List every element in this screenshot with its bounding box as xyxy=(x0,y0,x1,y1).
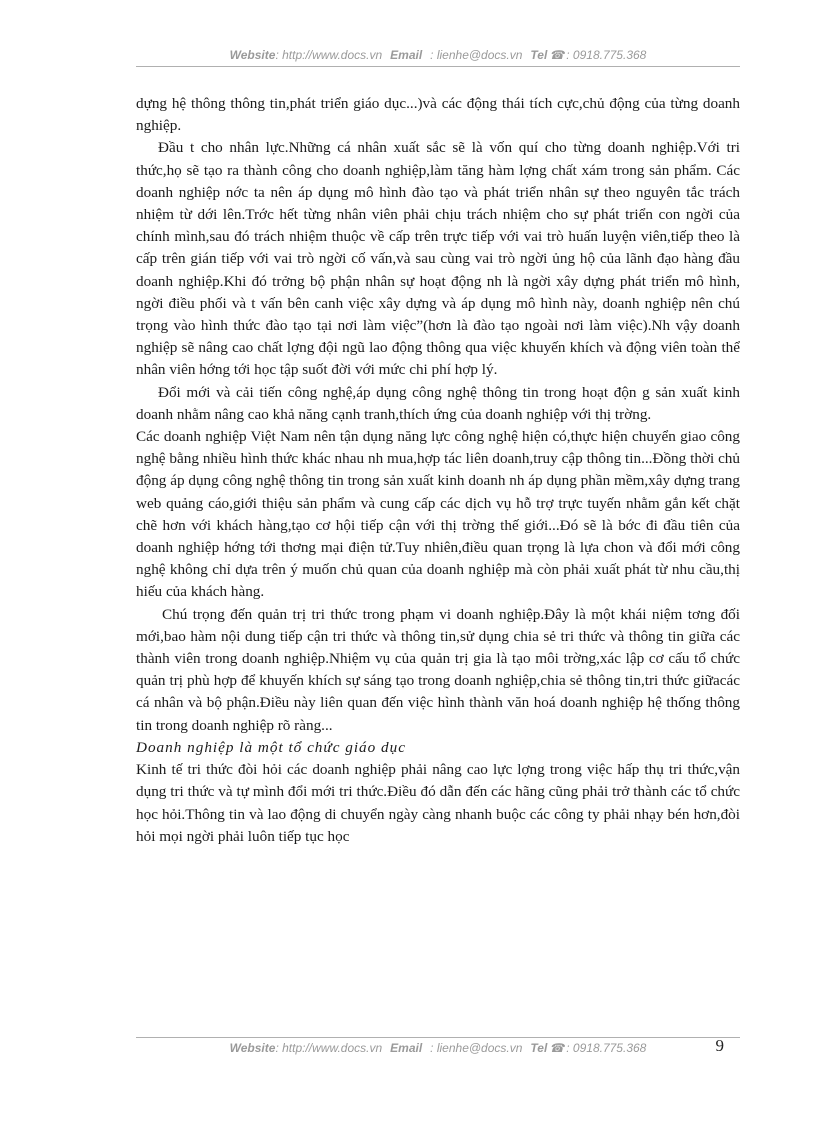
header-tel-label: Tel xyxy=(530,48,548,62)
header-email-label: Email xyxy=(390,48,423,62)
footer-website-link[interactable]: : http://www.docs.vn xyxy=(275,1041,383,1055)
phone-icon: ☎ xyxy=(549,48,565,62)
footer-website-label: Website xyxy=(229,1041,276,1055)
page-header xyxy=(136,48,740,62)
footer-tel-value: : 0918.775.368 xyxy=(566,1041,647,1055)
header-divider xyxy=(136,66,740,67)
paragraph-5: Chú trọng đến quản trị tri thức trong phạm vi doanh nghiệp.Đây là một khái niệm tơng đối mới,bao hàm nội dung tiếp cận tri thức và thông tin,sử dụng chia sẻ tri thức và thông tin giữa các thành viên trong doanh nghiệp.Nhiệm vụ của quản trị gia là tạo môi trờng,xác lập cơ cấu tổ chức quản trị phù hợp để khuyến khích sự sáng tạo trong doanh nghiệp,chia sẻ thông tin,tri thức giữacác cá nhân và bộ phận.Điều này liên quan đến việc hình thành văn hoá doanh nghiệp hệ thống thông tin trong doanh nghiệp rõ ràng... xyxy=(136,605,740,734)
footer-tel-label: Tel xyxy=(530,1041,548,1055)
paragraph-2: Đầu t cho nhân lực.Những cá nhân xuất sắc sẽ là vốn quí cho từng doanh nghiệp.Với tri thức,họ sẽ tạo ra thành công cho doanh nghiệp,làm tăng hàm lợng chất xám trong sản phẩm. Các doanh nghiệp nớc ta nên áp dụng mô hình đào tạo và phát triển nhân sự theo nguyên tắc trách nhiệm từ dới lên.Trớc hết từng nhân viên phải chịu trách nhiệm cho sự phát triển con ngời của chính mình,sau đó trách nhiệm thuộc về cấp trên trực tiếp với vai trò huấn luyện viên,tiếp theo là cấp trên gián tiếp với vai trò ngời cố vấn,và sau cùng vai trò ngời ủng hộ của lãnh đạo hàng đầu doanh nghiệp.Khi đó trởng bộ phận nhân sự hoạt động nh là ngời xây dựng phát triển mô hình, ngời điều phối và t vấn bên canh việc xây dựng và áp dụng mô hình này, doanh nghiệp nên chú trọng vào hình thức đào tạo tại nơi làm việc”(hơn là đào tạo ngoài nơi làm việc).Nh vậy doanh nghiệp sẽ nâng cao chất lợng đội ngũ lao động thông qua việc khuyến khích và động viên toàn thể nhân viên hớng tới học tập suốt đời với mức chi phí hợp lý. xyxy=(136,139,740,379)
header-tel-value: : 0918.775.368 xyxy=(566,48,647,62)
paragraph-3: Đổi mới và cải tiến công nghệ,áp dụng công nghệ thông tin trong hoạt độn g sản xuất kinh doanh nhằm nâng cao khả năng cạnh tranh,thích ứng của doanh nghiệp với thị trờng. xyxy=(136,383,740,423)
header-website-link[interactable]: : http://www.docs.vn xyxy=(275,48,383,62)
paragraph-4: Các doanh nghiệp Việt Nam nên tận dụng năng lực công nghệ hiện có,thực hiện chuyển giao công nghệ bằng nhiều hình thức khác nhau nh mua,hợp tác liên doanh,truy cập thông tin...Đồng thời chủ động áp dụng công nghệ thông tin trong sản xuất kinh doanh nh áp dụng phần mềm,xây dựng trang web quảng cáo,giới thiệu sản phẩm và cung cấp các dịch vụ hỗ trợ trực tuyến nhằm gắn kết chặt chẽ hơn với khách hàng,tạo cơ hội tiếp cận với thị trờng thế giới...Đó sẽ là bớc đi đầu tiên của doanh nghiệp hớng tới thơng mại điện tử.Tuy nhiên,điều quan trọng là lựa chon và đổi mới công nghệ không chỉ dựa trên ý muốn chủ quan của doanh nghiệp mà còn phải xuất phát từ nhu cầu,thị hiếu của khách hàng. xyxy=(136,428,740,601)
paragraph-6: Kinh tế tri thức đòi hỏi các doanh nghiệp phải nâng cao lực lợng trong việc hấp thụ tri thức,vận dụng tri thức và tự mình đổi mới tri thức.Điều đó dẫn đến các hãng cũng phải trở thành các tổ chức học hỏi.Thông tin và lao động di chuyển ngày càng nhanh buộc các công ty phải nhạy bén hơn,đòi hỏi mọi ngời phải luôn tiếp tục học xyxy=(136,761,740,845)
footer-email-link[interactable]: : lienhe@docs.vn xyxy=(430,1041,523,1055)
page-number: 9 xyxy=(715,1036,724,1055)
footer-email-label: Email xyxy=(390,1041,423,1055)
phone-icon: ☎ xyxy=(549,1041,565,1055)
page-footer xyxy=(136,1036,740,1055)
footer-contact xyxy=(136,1041,740,1055)
header-email-link[interactable]: : lienhe@docs.vn xyxy=(430,48,523,62)
footer-divider xyxy=(136,1037,740,1038)
document-body xyxy=(136,93,740,848)
paragraph-1: dựng hệ thông thông tin,phát triển giáo dục...)và các động thái tích cực,chủ động của từng doanh nghiệp. xyxy=(136,95,740,135)
section-heading: Doanh nghiệp là một tổ chức giáo dục xyxy=(136,738,406,756)
header-website-label: Website xyxy=(229,48,276,62)
